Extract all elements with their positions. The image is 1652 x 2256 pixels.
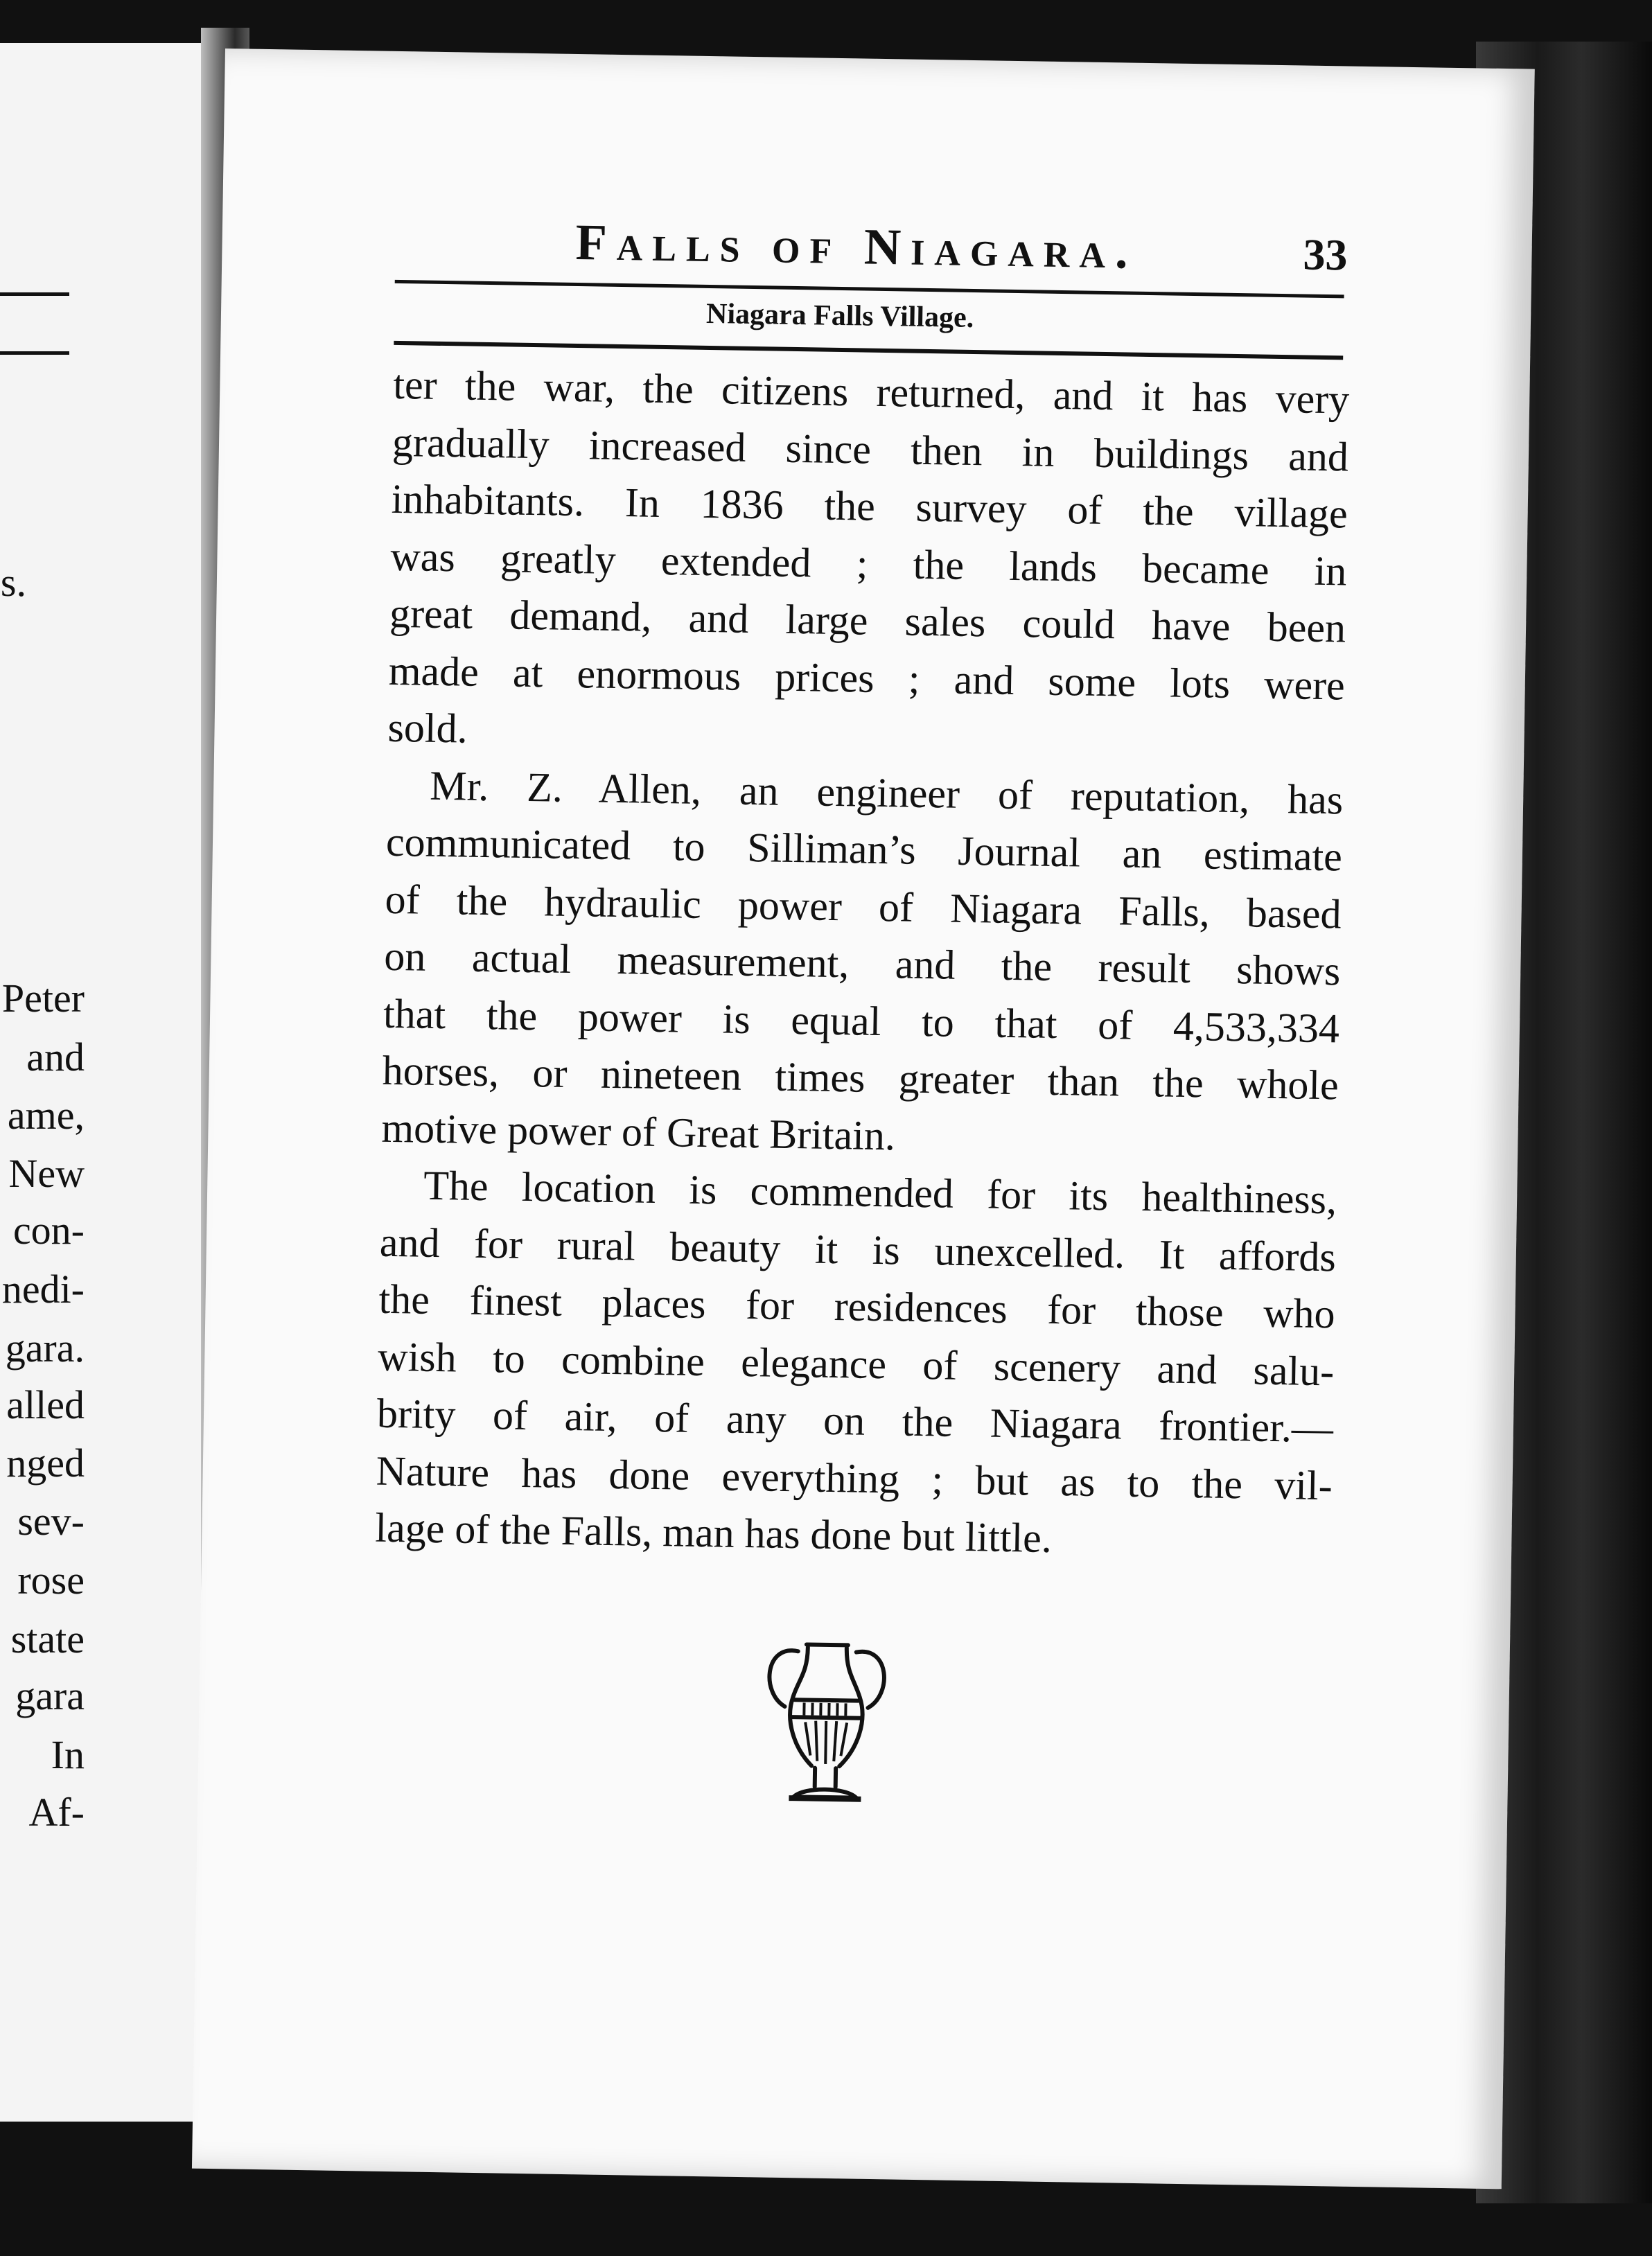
header-rule-bottom — [394, 341, 1343, 360]
text-line: ter the war, the citizens returned, and it has very — [392, 361, 1350, 423]
left-fragment: Af- — [28, 1790, 85, 1835]
text-line: that the power is equal to that of 4,533,334 — [383, 990, 1340, 1051]
facing-left-page — [0, 43, 201, 2122]
text-line: and for rural beauty it is unexcelled. It affords — [379, 1219, 1337, 1280]
text-line: Nature has done everything ; but as to the vil- — [376, 1447, 1333, 1508]
left-fragment: gara — [15, 1673, 85, 1718]
section-subheading: Niagara Falls Village. — [705, 297, 974, 335]
page-number: 33 — [1302, 229, 1348, 280]
left-fragment: New — [8, 1151, 85, 1196]
text-line: gradually increased since then in buildings and — [392, 418, 1349, 480]
left-fragment: ame, — [7, 1093, 85, 1138]
text-line: inhabitants. In 1836 the survey of the village — [391, 475, 1348, 537]
text-line: was greatly extended ; the lands became in — [390, 533, 1347, 594]
left-fragment: alled — [6, 1382, 85, 1427]
text-line: the finest places for residences for those who — [378, 1276, 1336, 1337]
left-page-rule-top — [0, 292, 69, 296]
left-fragment: gara. — [5, 1325, 85, 1371]
book-page — [192, 49, 1535, 2189]
text-line: made at enormous prices ; and some lots were — [388, 647, 1346, 708]
left-fragment: s. — [0, 560, 26, 605]
text-line: Mr. Z. Allen, an engineer of reputation, has — [429, 762, 1344, 822]
left-fragment: nged — [6, 1440, 85, 1486]
text-line: brity of air, of any on the Niagara frontier.— — [376, 1390, 1334, 1452]
left-page-rule-bottom — [0, 351, 69, 355]
left-fragment: sev- — [17, 1499, 85, 1544]
running-head: Falls of Niagara. — [575, 213, 1139, 280]
text-line: on actual measurement, and the result shows — [383, 933, 1341, 994]
text-line: sold. — [387, 704, 468, 752]
text-line: The location is commended for its healthiness, — [423, 1162, 1337, 1223]
body-text — [375, 356, 1350, 1571]
left-fragment: In — [51, 1732, 85, 1777]
left-fragment: and — [26, 1034, 85, 1079]
text-line: great demand, and large sales could have been — [389, 590, 1346, 651]
left-fragment: Peter — [1, 976, 85, 1021]
text-line: of the hydraulic power of Niagara Falls, based — [385, 876, 1342, 937]
urn-vase-icon — [755, 1630, 897, 1812]
left-fragment: con- — [12, 1208, 85, 1253]
text-line: horses, or nineteen times greater than the whole — [382, 1047, 1339, 1109]
left-fragment: nedi- — [1, 1267, 85, 1312]
text-line: communicated to Silliman’s Journal an estimate — [385, 818, 1343, 880]
header-rule-top — [395, 280, 1344, 299]
left-fragment: state — [10, 1616, 85, 1662]
text-line: motive power of Great Britain. — [381, 1104, 896, 1158]
text-line: lage of the Falls, man has done but little. — [374, 1504, 1053, 1561]
text-line: wish to combine elegance of scenery and salu- — [377, 1333, 1335, 1394]
left-fragment: rose — [17, 1558, 85, 1603]
